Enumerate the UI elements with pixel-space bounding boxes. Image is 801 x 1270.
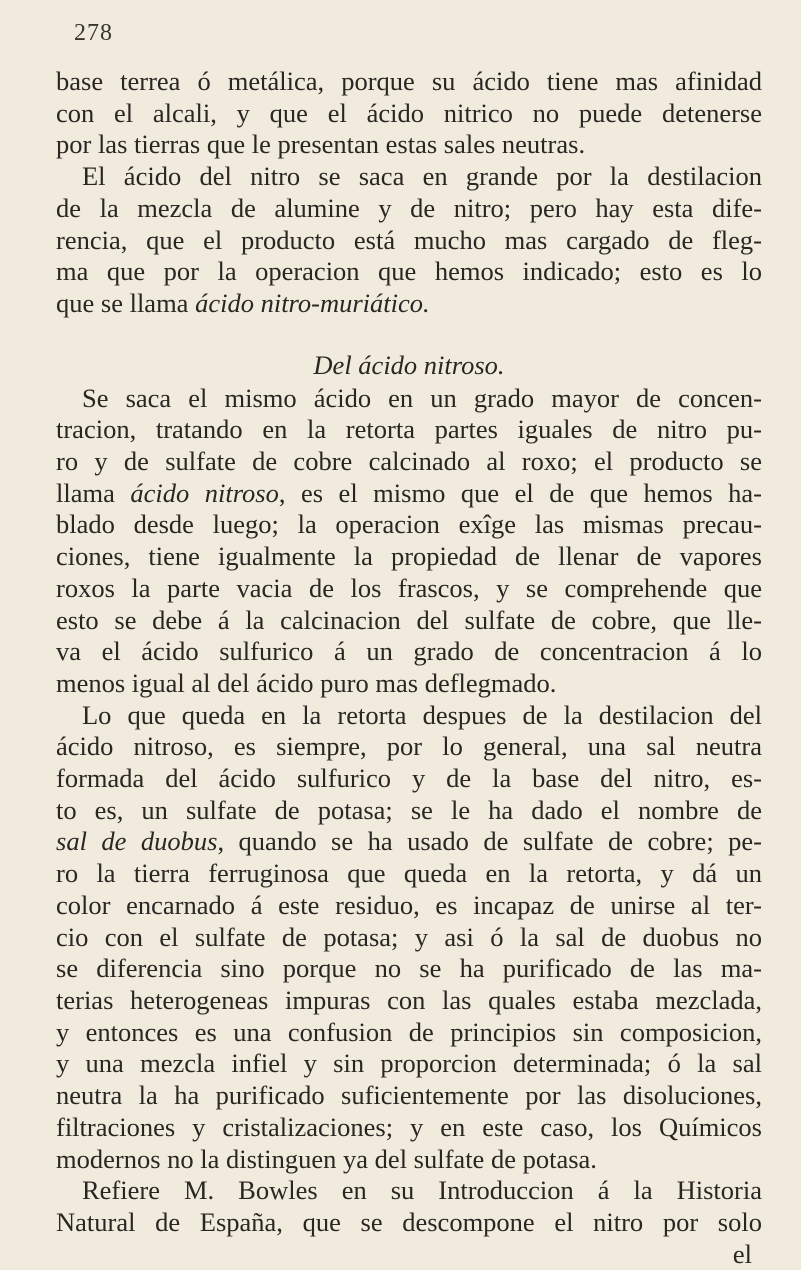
text-line: por las tierras que le presentan estas sales neutras. [56,129,586,160]
text-line: ro la tierra ferruginosa que queda en la retorta, y dá un [56,858,762,889]
text-line: menos igual al del ácido puro mas deflegmado. [56,667,557,698]
text-line: color encarnado á este residuo, es incapaz de unirse al ter- [56,889,762,920]
text-line: va el ácido sulfurico á un grado de concentracion á lo [56,636,762,667]
text-line: Lo que queda en la retorta despues de la destilacion del [82,699,762,730]
section-title: Del ácido nitroso. [313,349,505,380]
italic-term: ácido nitro-muriático. [195,287,430,318]
text-line: y una mezcla infiel y sin proporcion determinada; ó la sal [56,1048,762,1079]
text-line: Natural de España, que se descompone el nitro por solo [56,1206,762,1237]
text-line: Se saca el mismo ácido en un grado mayor de concen- [82,382,762,413]
text-line: ro y de sulfate de cobre calcinado al roxo; el producto se [56,446,762,477]
text-line: con el alcali, y que el ácido nitrico no puede detenerse [56,97,762,128]
text-line: to es, un sulfate de potasa; se le ha dado el nombre de [56,794,762,825]
text-line: formada del ácido sulfurico y de la base del nitro, es- [56,763,762,794]
paragraph-4 [56,700,762,1176]
text-run: , quando se ha usado de sulfate de cobre; pe- [217,826,762,857]
catchword: el [732,1238,752,1269]
text-run: , es el mismo que el de que hemos ha- [278,477,762,508]
text-line: blado desde luego; la operacion exîge las mismas precau- [56,509,762,540]
text-line [56,826,762,858]
text-line: esto se debe á la calcinacion del sulfate de cobre, que lle- [56,604,762,635]
text-line: cio con el sulfate de potasa; y asi ó la sal de duobus no [56,921,762,952]
text-line: y entonces es una confusion de principios sin composicion, [56,1016,762,1047]
text-run: llama [56,477,131,508]
text-line: de la mezcla de alumine y de nitro; pero hay esta dife- [56,192,762,223]
text-line: tracion, tratando en la retorta partes iguales de nitro pu- [56,414,762,445]
text-line: roxos la parte vacia de los frascos, y se comprehende que [56,572,762,603]
text-line: Refiere M. Bowles en su Introduccion á la Historia [82,1175,762,1206]
italic-term: sal de duobus [56,826,218,857]
text-line: ácido nitroso, es siempre, por lo general, una sal neutra [56,731,762,762]
text-run: que se llama [56,287,196,318]
page-number: 278 [74,20,113,46]
text-line [56,478,762,510]
text-line: ciones, tiene igualmente la propiedad de llenar de vapores [56,541,762,572]
text-line: neutra la ha purificado suficientemente por las disoluciones, [56,1080,762,1111]
paragraph-3 [56,383,762,700]
text-line: El ácido del nitro se saca en grande por la destilacion [82,161,762,192]
text-block [56,66,762,1270]
text-line: filtraciones y cristalizaciones; y en este caso, los Químicos [56,1111,762,1142]
text-line: rencia, que el producto está mucho mas cargado de fleg- [56,224,762,255]
text-line: se diferencia sino porque no se ha purificado de las ma- [56,953,762,984]
paragraph-1 [56,66,762,161]
paragraph-5 [56,1175,762,1238]
paragraph-2 [56,161,762,320]
italic-term: ácido nitroso [130,477,279,508]
text-line: ma que por la operacion que hemos indicado; esto es lo [56,256,762,287]
text-line: modernos no la distinguen ya del sulfate de potasa. [56,1143,597,1174]
text-line: terias heterogeneas impuras con las quales estaba mezclada, [56,984,762,1015]
text-line [56,288,762,320]
text-line: base terrea ó metálica, porque su ácido tiene mas afinidad [56,66,762,96]
